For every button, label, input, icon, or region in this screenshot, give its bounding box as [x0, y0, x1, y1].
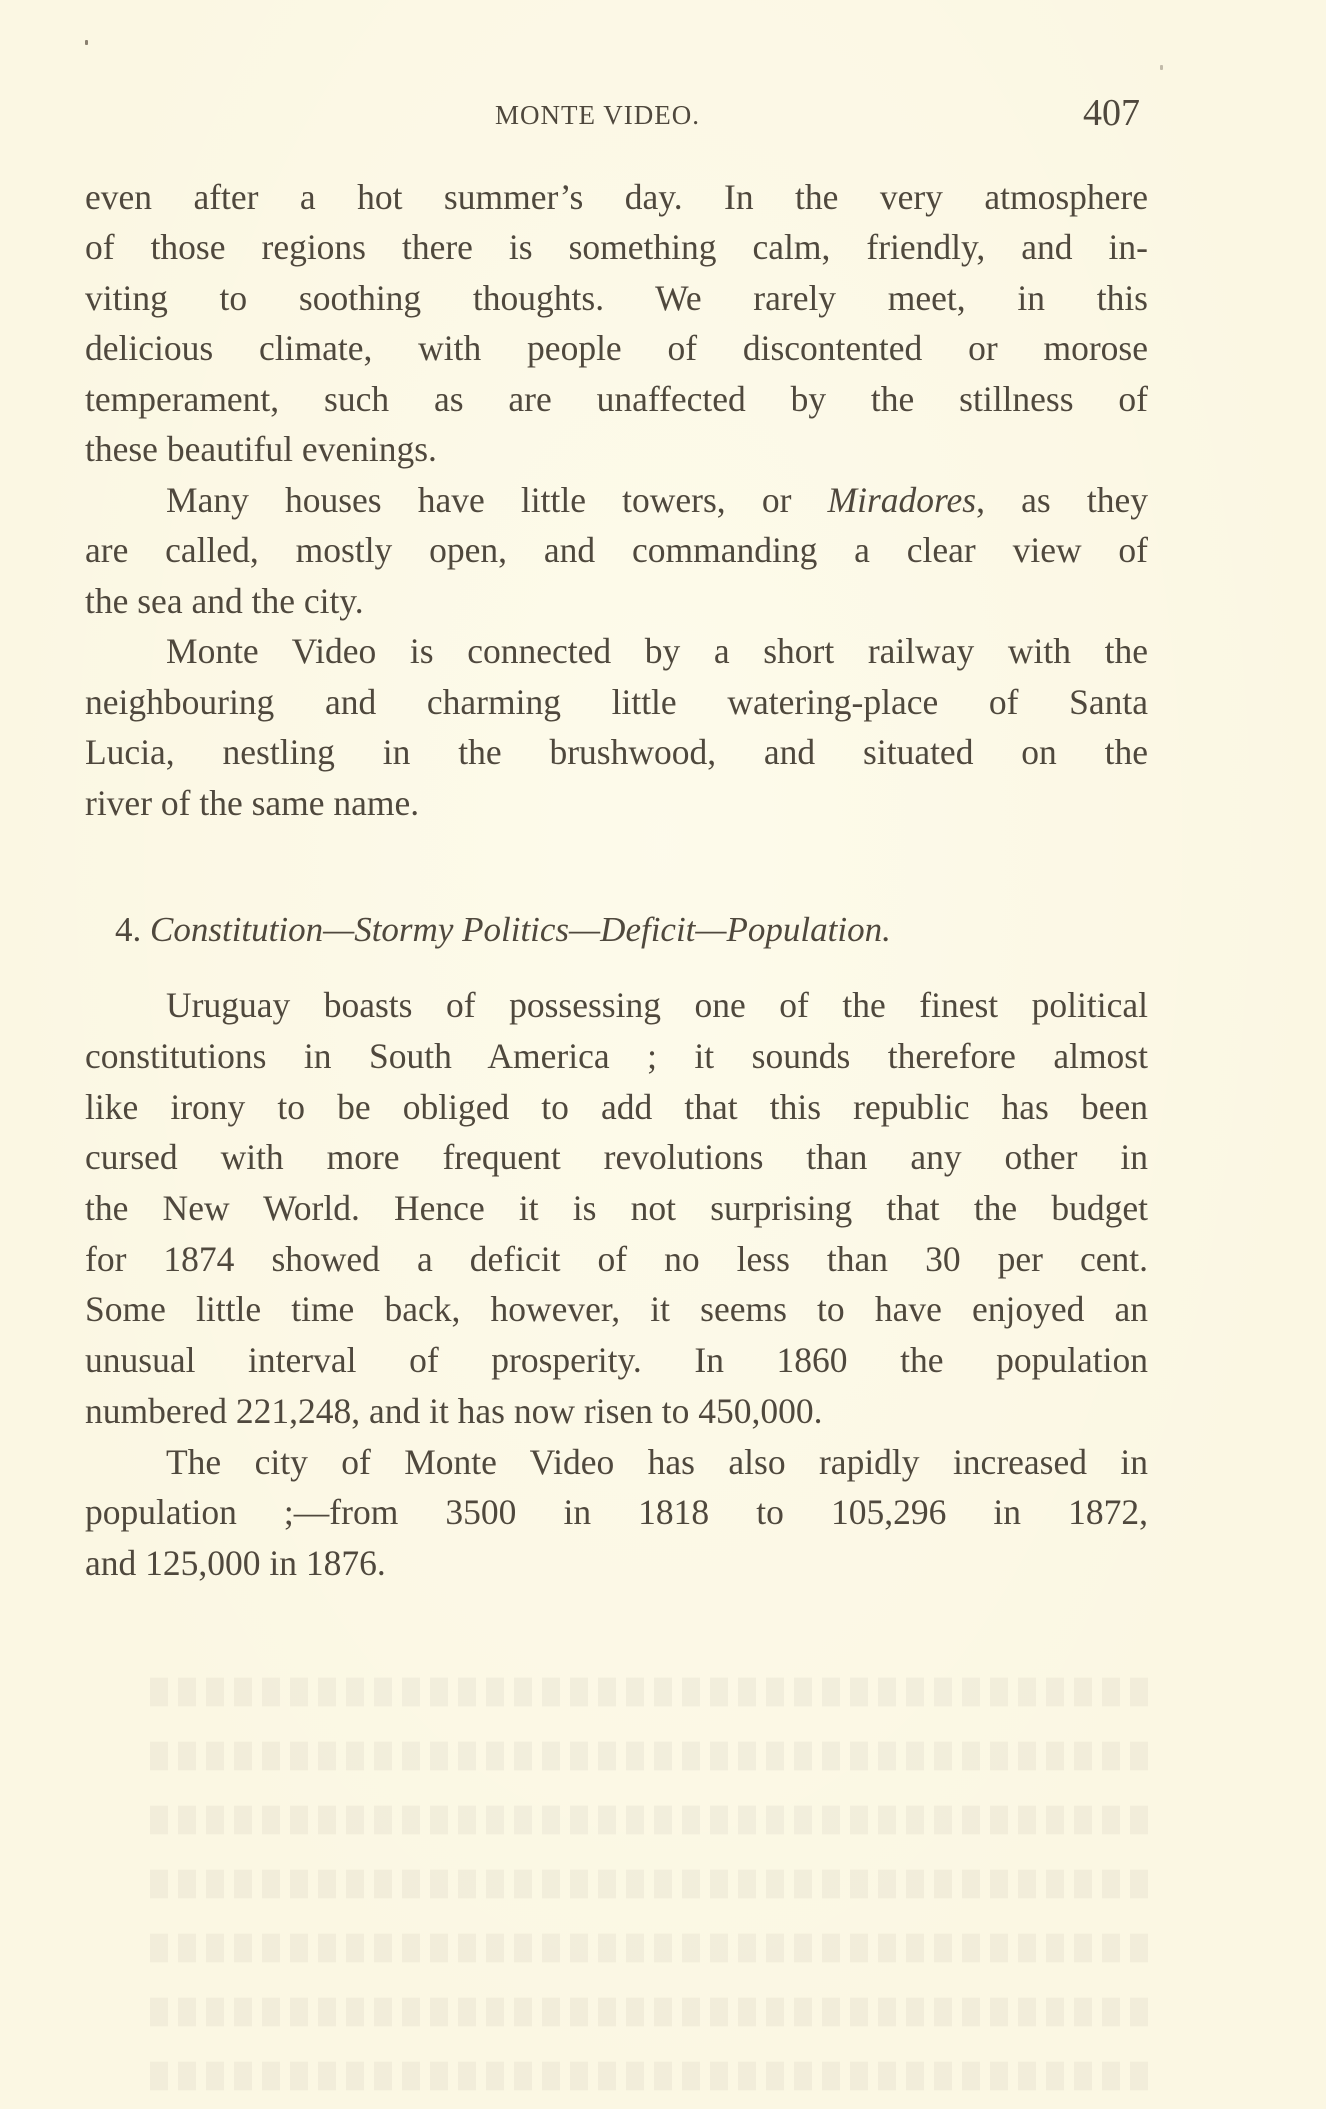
- text-line: numbered 221,248, and it has now risen to 450,000.: [85, 1391, 823, 1431]
- show-through-texture: [150, 1660, 1150, 2040]
- text-line: delicious climate, with people of discontented or morose: [85, 328, 1148, 368]
- text-line: even after a hot summer’s day. In the very atmosphere: [85, 177, 1148, 217]
- text-line: neighbouring and charming little watering-place of Santa: [85, 682, 1148, 722]
- text-line: constitutions in South America ; it sounds therefore almost: [85, 1036, 1148, 1076]
- page-number: 407: [1083, 92, 1140, 134]
- text-line: river of the same name.: [85, 783, 420, 823]
- text-line: The city of Monte Video has also rapidly increased in: [166, 1442, 1148, 1482]
- text-line: the sea and the city.: [85, 581, 364, 621]
- text-run: , as they: [976, 480, 1148, 520]
- text-line: of those regions there is something calm, friendly, and in-: [85, 227, 1148, 267]
- text-line: Monte Video is connected by a short railway with the: [166, 631, 1148, 671]
- italic-term: Miradores: [827, 480, 977, 520]
- text-line: Some little time back, however, it seems to have enjoyed an: [85, 1289, 1148, 1329]
- text-run: Many houses have little towers, or: [166, 480, 828, 520]
- text-line: population ;—from 3500 in 1818 to 105,296 in 1872,: [85, 1492, 1148, 1532]
- paper-speck: [85, 40, 88, 45]
- text-line: Uruguay boasts of possessing one of the finest political: [166, 985, 1148, 1025]
- text-line: the New World. Hence it is not surprising that the budget: [85, 1188, 1148, 1228]
- section-number: 4.: [115, 910, 142, 949]
- text-line: viting to soothing thoughts. We rarely meet, in this: [85, 278, 1148, 318]
- text-line: [166, 475, 1148, 525]
- text-line: for 1874 showed a deficit of no less than 30 per cent.: [85, 1239, 1148, 1279]
- text-line: these beautiful evenings.: [85, 429, 437, 469]
- running-title: MONTE VIDEO.: [495, 100, 700, 130]
- text-line: cursed with more frequent revolutions than any other in: [85, 1137, 1148, 1177]
- paper-speck: [1160, 65, 1163, 70]
- running-head: [85, 92, 1148, 135]
- text-line: temperament, such as are unaffected by the stillness of: [85, 379, 1148, 419]
- text-line: Lucia, nestling in the brushwood, and situated on the: [85, 732, 1148, 772]
- text-line: unusual interval of prosperity. In 1860 the population: [85, 1340, 1148, 1380]
- text-line: are called, mostly open, and commanding a clear view of: [85, 530, 1148, 570]
- text-line: and 125,000 in 1876.: [85, 1543, 386, 1583]
- text-line: like irony to be obliged to add that this republic has been: [85, 1087, 1148, 1127]
- section-heading: [115, 905, 1148, 955]
- section-title: Constitution—Stormy Politics—Deficit—Population.: [150, 910, 891, 949]
